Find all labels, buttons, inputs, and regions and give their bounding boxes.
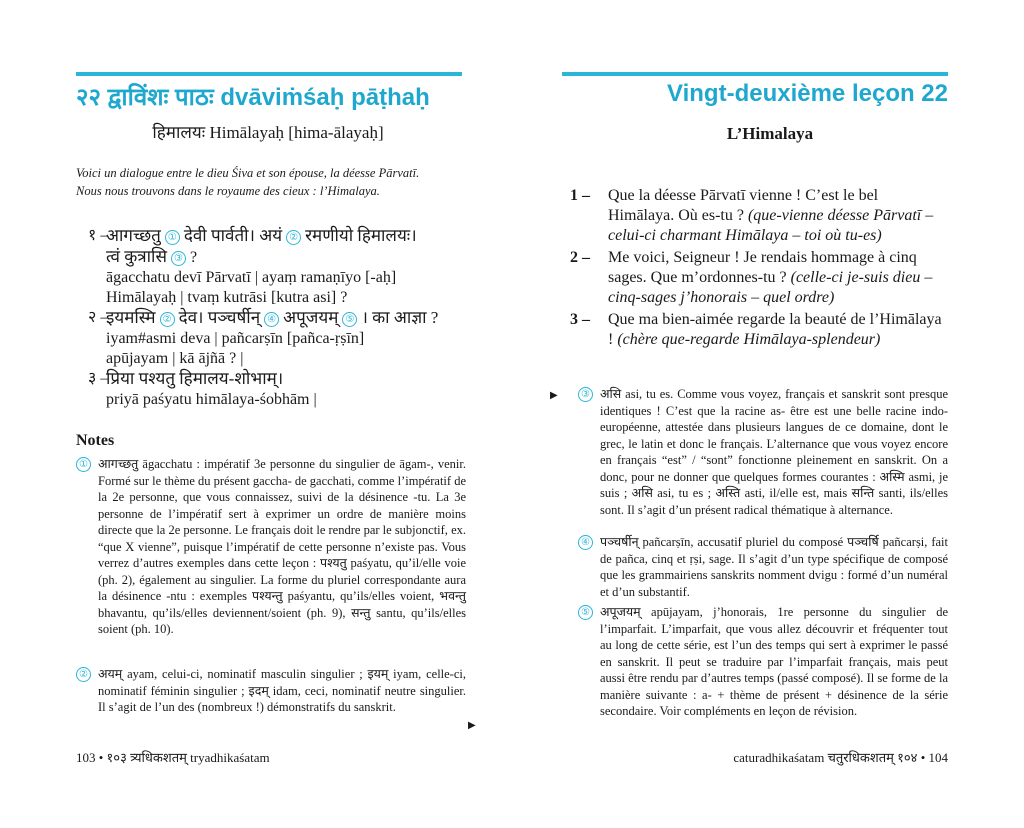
literal-translation: (que-vienne déesse Pārvatī – celui-ci charmant Himālaya – toi où tu-es) [608,207,934,244]
dialogue-sanskrit [76,226,466,410]
lesson-heading: हिमालयः Himālayaḥ [hima-ālayaḥ] [152,123,384,142]
lesson-title: २२ द्वाविंशः पाठः dvāviṁśaḥ pāṭhaḥ [76,84,430,111]
literal-translation: (celle-ci je-suis dieu – cinq-sages j’honorais – quel ordre) [608,269,933,306]
transliteration: āgacchatu devī Pārvatī | ayaṃ ramaṇīyo [-aḥ] [106,269,397,286]
french-line-3 [562,310,942,350]
intro-text [76,164,466,200]
note-text: पञ्चर्षीन् pañcarṣīn, accusatif pluriel du composé पञ्चर्षि pañcarṣi, fait de pañca, cinq et ṛṣi, sage. Il s’agit d’un type spécifique de composé que les grammairiens sanskrits nomment dvigu : formé d’un numéral et d’un substantif. [600,535,948,599]
devanagari-text: त्वं कुत्रासि [106,247,167,266]
page-folio: 103 • १०३ त्र्यधिकशतम् tryadhikaśatam [76,750,270,765]
line-number: ३ – [88,370,109,387]
note-marker[interactable]: ② [286,230,301,245]
dialogue-line-2 [76,308,466,369]
transliteration: priyā paśyatu himālaya-śobhām | [106,391,317,408]
line-number: २ – [88,309,109,326]
lesson-title: Vingt-deuxième leçon 22 [667,80,948,107]
devanagari-text: रमणीयो हिमालयः। [305,226,417,245]
note-2 [76,666,466,716]
french-line-2 [562,248,942,308]
translation: Que ma bien-aimée regarde la beauté de l’Himālaya ! [608,311,942,348]
line-number: 2 – [570,249,590,266]
transliteration: Himālayaḥ | tvaṃ kutrāsi [kutra asi] ? [106,289,348,306]
dialogue-french [562,186,942,350]
line-number: 1 – [570,187,590,204]
line-number: १ – [88,227,109,244]
note-4 [578,534,948,600]
note-marker: ⑤ [578,605,593,620]
devanagari-text: अपूजयम् [283,308,339,327]
intro-line-1: Voici un dialogue entre le dieu Śiva et son épouse, la déesse Pārvatī. [76,166,420,180]
note-marker[interactable]: ④ [264,312,279,327]
dialogue-line-3 [76,369,466,410]
top-rule [76,72,462,76]
punctuation: ? [189,249,198,266]
note-marker: ① [76,457,91,472]
transliteration: apūjayam | kā ājñā ? | [106,350,244,367]
note-text: अपूजयम् apūjayam, j’honorais, 1re personne du singulier de l’imparfait. L’imparfait, que vous allez découvrir et fréquenter tout au long de cette série, est l’un des temps qui sert à exprimer le passé en sanskrit. Il peut se traduire par l’imparfait français, mais peut aussi être rendu par d’autres temps (passé composé). Il se forme de la manière suivante : a- + thème de présent + désinence de la série secondaire. Voir compléments en leçon de révision. [600,605,948,718]
lesson-heading: L’Himalaya [726,124,814,143]
devanagari-text: । का आज्ञा ? [361,308,439,327]
page-folio: caturadhikaśatam चतुरधिकशतम् १०४ • 104 [733,750,948,765]
devanagari-text: इयमस्मि [106,308,156,327]
dialogue-line-1 [76,226,466,308]
note-marker[interactable]: ⑤ [342,312,357,327]
note-3 [578,386,948,518]
translation: Me voici, Seigneur ! Je rendais hommage à cinq sages. Que m’ordonnes-tu ? [608,249,917,286]
top-rule [562,72,948,76]
note-text: असि asi, tu es. Comme vous voyez, français et sanskrit sont presque identiques ! C’est que la racine as- être est une belle racine indo-européenne, attestée dans plusieurs langues de ce domaine, dont le grec, le latin et donc le français. L’alternance que vous voyez encore en français “est” / “sont” fonctionne pleinement en sanskrit. On a donc, pour ne donner que quelques formes courantes : अस्मि asmi, je suis ; असि asi, tu es ; अस्ति asti, il/elle est, mais सन्ति santi, ils/elles sont. Il s’agit d’un présent radical thématique à alternance. [600,387,948,517]
devanagari-text: आगच्छतु [106,226,161,245]
note-marker: ③ [578,387,593,402]
note-marker[interactable]: ② [160,312,175,327]
transliteration: iyam#asmi deva | pañcarṣīn [pañca-ṛṣīn] [106,330,365,347]
literal-translation: (chère que-regarde Himālaya-splendeur) [617,331,881,348]
note-marker: ④ [578,535,593,550]
note-marker: ② [76,667,91,682]
french-line-1 [562,186,942,246]
devanagari-text: प्रिया पश्यतु हिमालय-शोभाम्। [106,369,284,388]
note-5 [578,604,948,720]
devanagari-text: देव। पञ्चर्षीन् [178,308,261,327]
devanagari-text: देवी पार्वती। अयं [183,226,283,245]
intro-line-2: Nous nous trouvons dans le royaume des cieux : l’Himalaya. [76,184,380,198]
notes-heading: Notes [76,432,115,449]
note-1 [76,456,466,638]
line-number: 3 – [570,311,590,328]
note-text: आगच्छतु āgacchatu : impératif 3e personne du singulier de āgam-, venir. Formé sur le thème du présent gaccha- de gacchati, comme l’impératif de la 2e personne, que vous connaissez, suivi de la désinence -tu. La 3e personne de l’impératif sert à exprimer un ordre de manière moins directe que la 2e personne. Le français doit le rendre par le subjonctif, ex. “que X vienne”, puisque l’impératif de cette personne n’existe pas. Vous verrez d’autres exemples dans cette leçon : पश्यतु paśyatu, qu’il/elle voie (ph. 2), également au singulier. La forme du pluriel correspondante aura la désinence -ntu : exemples पश्यन्तु paśyantu, qu’ils/elles voient, भवन्तु bhavantu, qu’ils/elles deviennent/soient (ph. 9), सन्तु santu, qu’ils/elles soient (ph. 10). [98,457,466,636]
continue-arrow-icon: ▶ [468,720,476,731]
note-marker[interactable]: ① [165,230,180,245]
translation: Que la déesse Pārvatī vienne ! C’est le bel Himālaya. Où es-tu ? [608,187,879,224]
note-text: अयम् ayam, celui-ci, nominatif masculin singulier ; इयम् iyam, celle-ci, nominatif féminin singulier ; इदम् idam, ceci, nominatif neutre singulier. Il s’agit de l’un des (nombreux !) démonstratifs du sanskrit. [98,667,466,714]
note-marker[interactable]: ③ [171,251,186,266]
continued-arrow-icon: ▶ [550,390,558,401]
